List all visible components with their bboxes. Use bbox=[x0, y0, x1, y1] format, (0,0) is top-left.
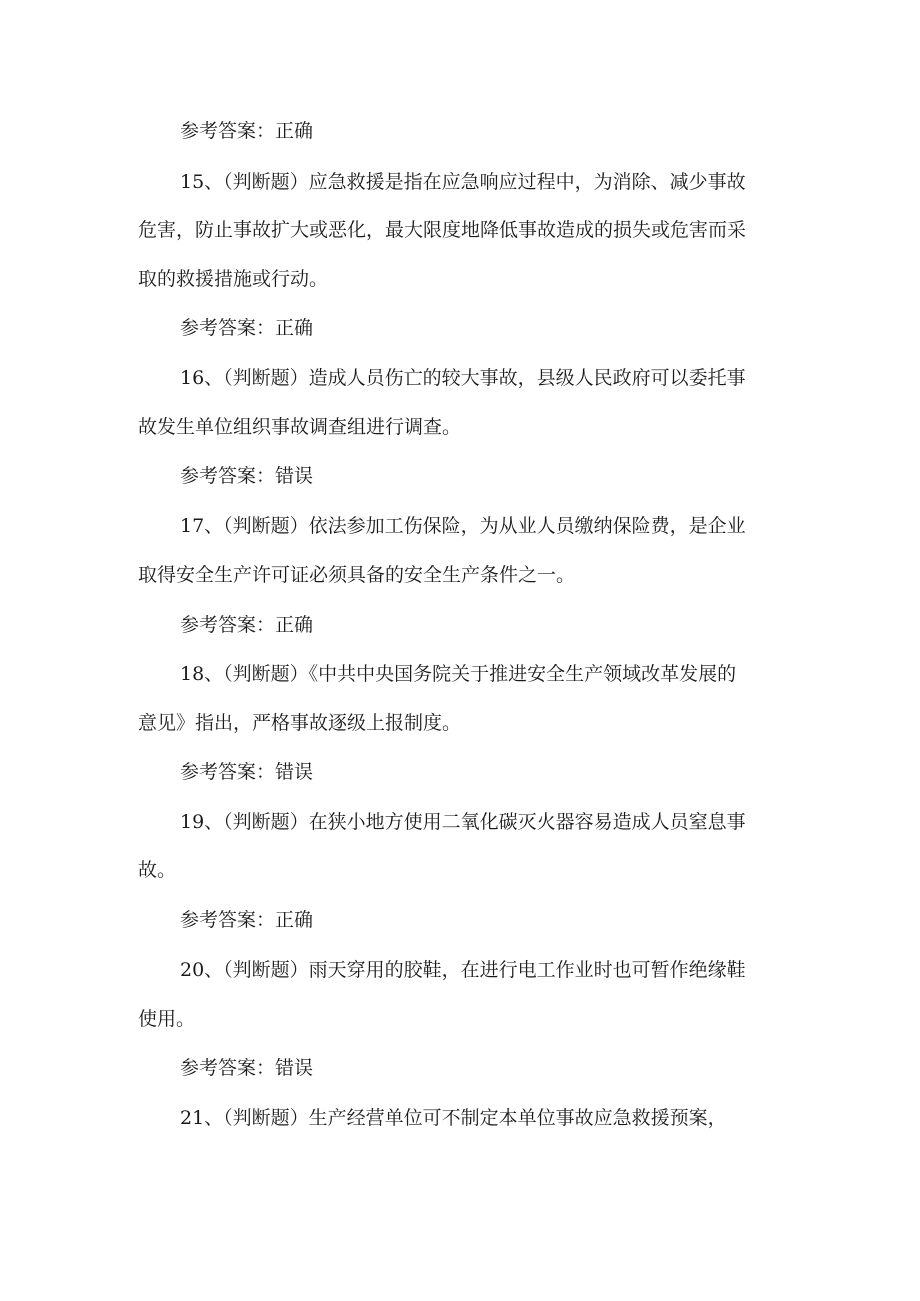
question-18-line-2: 意见》指出，严格事故逐级上报制度。 bbox=[138, 712, 462, 734]
question-20-line-1: 20、（判断题）雨天穿用的胶鞋，在进行电工作业时也可暂作绝缘鞋 bbox=[180, 959, 746, 981]
question-15-line-2: 危害，防止事故扩大或恶化，最大限度地降低事故造成的损失或危害而采 bbox=[138, 219, 747, 241]
question-21-line-1: 21、（判断题）生产经营单位可不制定本单位事故应急救援预案， bbox=[180, 1107, 727, 1129]
question-16-line-1: 16、（判断题）造成人员伤亡的较大事故，县级人民政府可以委托事 bbox=[180, 367, 746, 389]
question-16-line-2: 故发生单位组织事故调查组进行调查。 bbox=[138, 416, 462, 438]
answer-line: 参考答案：正确 bbox=[180, 317, 314, 339]
answer-line: 参考答案：错误 bbox=[180, 1057, 314, 1079]
answer-line: 参考答案：错误 bbox=[180, 465, 314, 487]
answer-line: 参考答案：错误 bbox=[180, 761, 314, 783]
question-15-line-3: 取的救援措施或行动。 bbox=[138, 268, 329, 290]
question-15-line-1: 15、（判断题）应急救援是指在应急响应过程中，为消除、减少事故 bbox=[180, 171, 746, 193]
question-19-line-1: 19、（判断题）在狭小地方使用二氧化碳灭火器容易造成人员窒息事 bbox=[180, 811, 746, 833]
question-19-line-2: 故。 bbox=[138, 859, 177, 881]
answer-line: 参考答案：正确 bbox=[180, 120, 314, 142]
question-18-line-1: 18、（判断题）《中共中央国务院关于推进安全生产领域改革发展的 bbox=[180, 663, 737, 685]
question-17-line-1: 17、（判断题）依法参加工伤保险，为从业人员缴纳保险费，是企业 bbox=[180, 515, 746, 537]
answer-line: 参考答案：正确 bbox=[180, 614, 314, 636]
answer-line: 参考答案：正确 bbox=[180, 909, 314, 931]
question-17-line-2: 取得安全生产许可证必须具备的安全生产条件之一。 bbox=[138, 564, 576, 586]
question-20-line-2: 使用。 bbox=[138, 1008, 196, 1030]
